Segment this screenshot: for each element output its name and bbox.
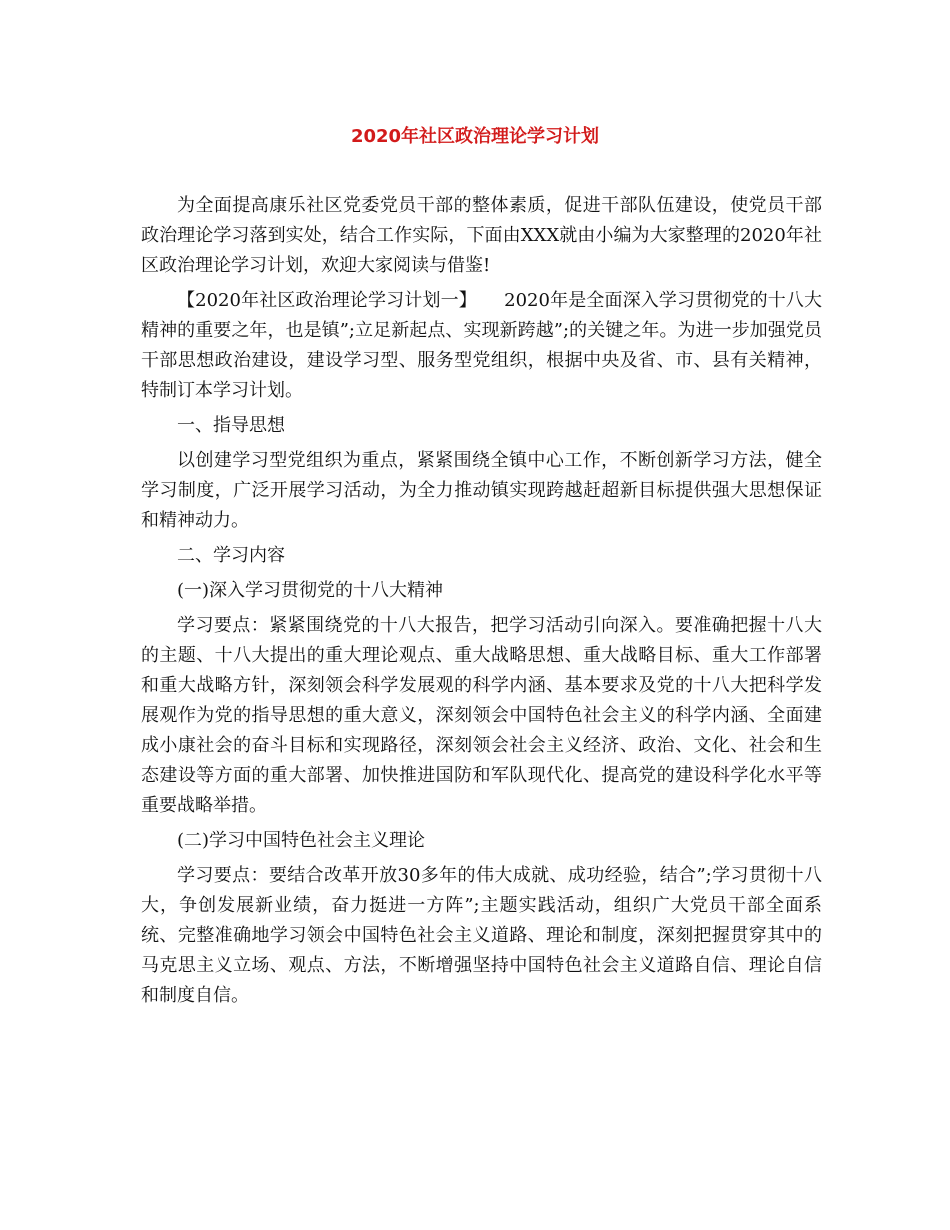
document-title: 2020年社区政治理论学习计划 [350, 126, 600, 147]
study-points-paragraph-1: 学习要点：紧紧围绕党的十八大报告，把学习活动引向深入。要准确把握十八大的主题、十八大提出的重大理论观点、重大战略思想、重大战略目标、重大工作部署和重大战略方针，深刻领会科学发展观的科学内涵、基本要求及党的十八大把科学发展观作为党的指导思想的重大意义，深刻领会中国特色社会主义的科学内涵、全面建成小康社会的奋斗目标和实现路径，深刻领会社会主义经济、政治、文化、社会和生态建设等方面的重大部署、加快推进国防和军队现代化、提高党的建设科学化水平等重要战略举措。 [141, 615, 822, 816]
subsection-heading-1: (一)深入学习贯彻党的十八大精神 [177, 580, 444, 601]
section-heading-guiding-thought: 一、指导思想 [177, 415, 285, 436]
guiding-thought-paragraph: 以创建学习型党组织为重点，紧紧围绕全镇中心工作，不断创新学习方法，健全学习制度，广泛开展学习活动，为全力推动镇实现跨越赶超新目标提供强大思想保证和精神动力。 [141, 450, 822, 531]
study-points-paragraph-2: 学习要点：要结合改革开放30多年的伟大成就、成功经验，结合”;学习贯彻十八大，争创发展新业绩，奋力挺进一方阵”;主题实践活动，组织广大党员干部全面系统、完整准确地学习领会中国特色社会主义道路、理论和制度，深刻把握贯穿其中的马克思主义立场、观点、方法，不断增强坚持中国特色社会主义道路自信、理论自信和制度自信。 [141, 865, 822, 1006]
section-heading-study-content: 二、学习内容 [177, 545, 285, 566]
document-body [141, 191, 822, 1016]
subsection-heading-2: (二)学习中国特色社会主义理论 [177, 830, 426, 851]
plan-one-paragraph: 【2020年社区政治理论学习计划一】 2020年是全面深入学习贯彻党的十八大精神的重要之年，也是镇”;立足新起点、实现新跨越”;的关键之年。为进一步加强党员干部思想政治建设，建设学习型、服务型党组织，根据中央及省、市、县有关精神，特制订本学习计划。 [141, 290, 822, 401]
intro-paragraph: 为全面提高康乐社区党委党员干部的整体素质，促进干部队伍建设，使党员干部政治理论学习落到实处，结合工作实际，下面由XXX就由小编为大家整理的2020年社区政治理论学习计划，欢迎大家阅读与借鉴! [141, 195, 822, 276]
